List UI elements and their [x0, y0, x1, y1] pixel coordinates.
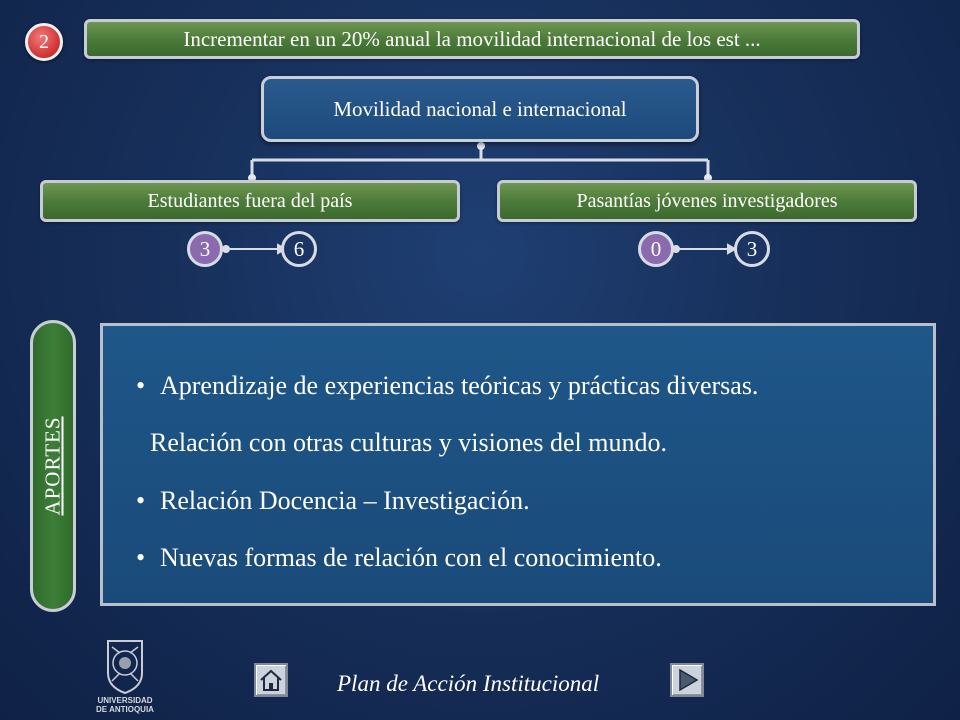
next-slide-button[interactable]: [670, 663, 704, 697]
aportes-line-text: Aprendizaje de experiencias teóricas y prácticas diversas.: [160, 371, 759, 400]
svg-text:UNIVERSIDAD: UNIVERSIDAD: [97, 696, 153, 705]
internships-from-value: 0: [638, 231, 674, 267]
diagram-child-internships: Pasantías jóvenes investigadores: [497, 180, 917, 222]
aportes-label: APORTES: [40, 416, 65, 516]
objective-banner: Incrementar en un 20% anual la movilidad internacional de los est ...: [84, 19, 860, 59]
svg-text:DE ANTIOQUIA: DE ANTIOQUIA: [96, 705, 154, 714]
aportes-line: [136, 371, 758, 401]
aportes-line-text: Relación Docencia – Investigación.: [160, 486, 530, 515]
aportes-line: [136, 543, 662, 573]
internships-to-value: 3: [734, 231, 770, 267]
aportes-panel: [100, 323, 936, 606]
home-button[interactable]: [254, 663, 288, 697]
slide-number-badge: 2: [25, 23, 63, 61]
students-to-value: 6: [281, 231, 317, 267]
diagram-child-students: Estudiantes fuera del país: [40, 180, 460, 222]
aportes-line: [150, 428, 667, 458]
aportes-tab: [30, 320, 76, 612]
aportes-line: [136, 486, 530, 516]
bullet-icon: •: [136, 486, 146, 515]
connector-dot: [477, 142, 485, 150]
home-icon: [256, 665, 286, 695]
bullet-icon: •: [136, 543, 146, 572]
bullet-icon: •: [136, 371, 146, 400]
diagram-root-node: Movilidad nacional e internacional: [261, 76, 699, 142]
footer-title: Plan de Acción Institucional: [337, 671, 600, 696]
aportes-line-text: Nuevas formas de relación con el conocimiento.: [160, 543, 662, 572]
students-from-value: 3: [187, 231, 223, 267]
play-next-icon: [672, 665, 702, 695]
aportes-line-text: Relación con otras culturas y visiones del mundo.: [150, 428, 668, 457]
connector-dot: [223, 246, 229, 252]
university-logo: [84, 637, 166, 717]
